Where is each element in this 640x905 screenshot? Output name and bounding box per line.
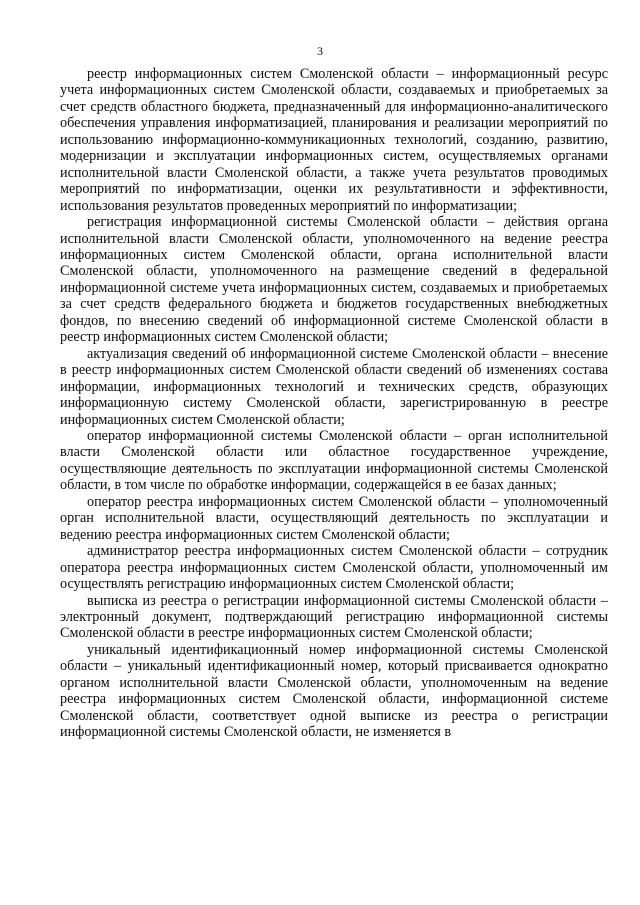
paragraph-registry-definition: реестр информационных систем Смоленской области – информационный ресурс учета информационных систем Смоленской области, создаваемых и приобретаемых за счет средств областного бюджета, предназначенный для информационно-аналитического обеспечения управления информатизацией, планирования и реализации мероприятий по использованию информационно-коммуникационных технологий, созданию, развитию, модернизации и эксплуатации информационных систем, осуществляемых органами исполнительной власти Смоленской области, а также учета результатов проводимых мероприятий по информатизации, оценки их результативности и эффективности, использования результатов проведенных мероприятий по информатизации; <box>60 66 608 214</box>
paragraph-registry-administrator-definition: администратор реестра информационных систем Смоленской области – сотрудник оператора реестра информационных систем Смоленской области, уполномоченный им осуществлять регистрацию информационных систем Смоленской области; <box>60 543 608 593</box>
paragraph-unique-id-definition: уникальный идентификационный номер информационной системы Смоленской области – уникальный идентификационный номер, который присваивается однократно органом исполнительной власти Смоленской области, уполномоченным на ведение реестра информационных систем Смоленской области, информационной системе Смоленской области, соответствует одной выписке из реестра о регистрации информационной системы Смоленской области, не изменяется в <box>60 641 608 741</box>
page-number: 3 <box>317 44 323 58</box>
paragraph-registry-extract-definition: выписка из реестра о регистрации информационной системы Смоленской области – электронный документ, подтверждающий регистрацию информационной системы Смоленской области в реестре информационных систем Смоленской области; <box>60 592 608 642</box>
paragraph-registry-operator-definition: оператор реестра информационных систем Смоленской области – уполномоченный орган исполнительной власти, осуществляющий деятельность по эксплуатации и ведению реестра информационных систем Смоленской области; <box>60 493 608 543</box>
document-body <box>60 66 608 741</box>
paragraph-system-operator-definition: оператор информационной системы Смоленской области – орган исполнительной власти Смоленской области или областное государственное учреждение, осуществляющие деятельность по эксплуатации информационной системы Смоленской области, в том числе по обработке информации, содержащейся в ее базах данных; <box>60 427 608 494</box>
paragraph-actualization-definition: актуализация сведений об информационной системе Смоленской области – внесение в реестр информационных систем Смоленской области сведений об изменениях состава информации, информационных технологий и технических средств, образующих информационную систему Смоленской области, зарегистрированную в реестре информационных систем Смоленской области; <box>60 345 608 428</box>
paragraph-registration-definition: регистрация информационной системы Смоленской области – действия органа исполнительной власти Смоленской области, уполномоченного на ведение реестра информационных систем Смоленской области, органа исполнительной власти Смоленской области, уполномоченного на размещение сведений в федеральной информационной системе учета информационных систем, создаваемых и приобретаемых за счет средств федерального бюджета и бюджетов государственных внебюджетных фондов, по внесению сведений об информационной системе Смоленской области в реестр информационных систем Смоленской области; <box>60 214 608 346</box>
